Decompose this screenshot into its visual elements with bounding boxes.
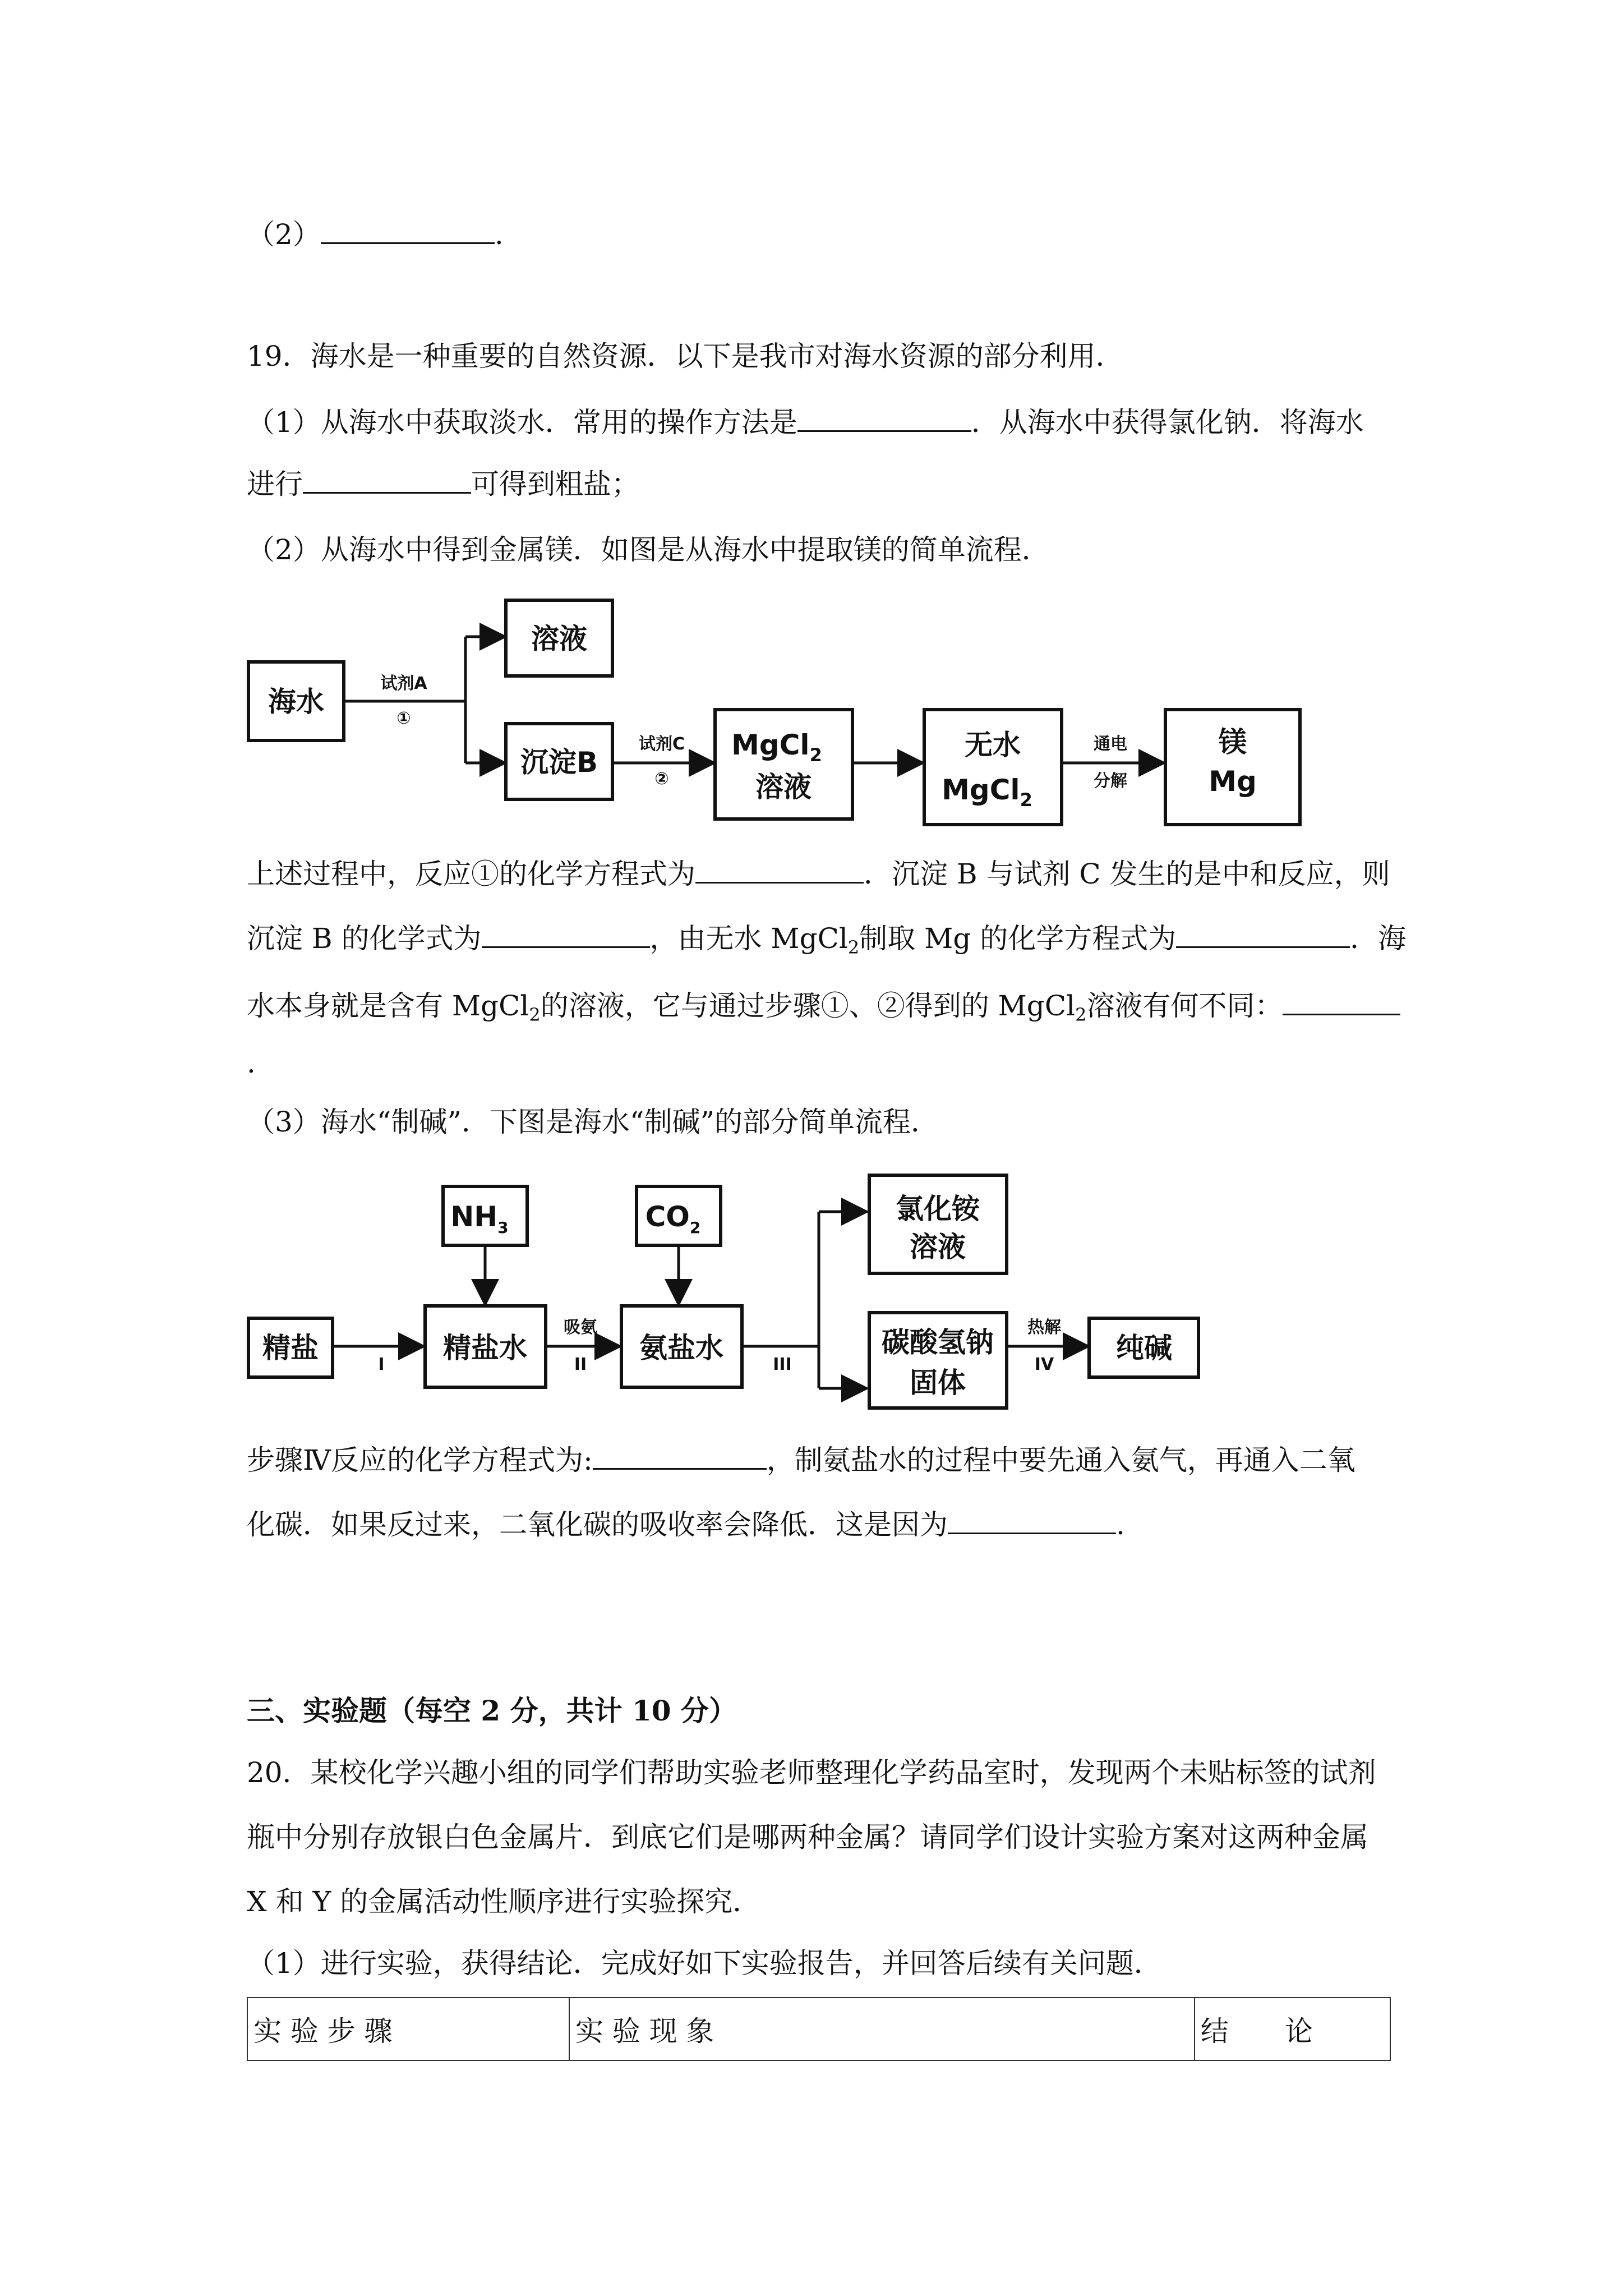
- reagent-c-label: 试剂C: [638, 734, 685, 754]
- q20-line4: （1）进行实验，获得结论．完成好如下实验报告，并回答后续有关问题．: [247, 1947, 1162, 1980]
- q19-part1-line2: 进行 可得到粗盐；: [247, 463, 639, 504]
- experiment-report-table: [247, 1997, 1391, 2061]
- mgcl2-solution-text: 溶液: [755, 771, 811, 803]
- q20-line1: 20．某校化学兴趣小组的同学们帮助实验老师整理化学药品室时，发现两个未贴标签的试剂: [247, 1756, 1376, 1789]
- q19-part1-line1: （1）从海水中获取淡水．常用的操作方法是 ．从海水中获得氯化钠．将海水: [247, 401, 1364, 442]
- ammonium-chloride-solution: 溶液: [910, 1231, 966, 1263]
- header-conclusion: 结 论: [1195, 1998, 1390, 2060]
- ammonium-chloride-label: 氯化铵: [896, 1193, 980, 1225]
- anhydrous-formula: MgCl$_2$: [942, 774, 1032, 811]
- q19-part3-line1: 步骤Ⅳ反应的化学方程式为: ，制氨盐水的过程中要先通入氨气，再通入二氧: [247, 1439, 1355, 1480]
- decompose-label: 分解: [1094, 771, 1127, 791]
- q19-part3-line2: 化碳．如果反过来，二氧化碳的吸收率会降低．这是因为 .: [247, 1503, 1125, 1544]
- q19-part3-intro: （3）海水“制碱”．下图是海水“制碱”的部分简单流程．: [247, 1106, 939, 1138]
- brine-label: 精盐水: [443, 1332, 527, 1364]
- sodium-bicarbonate-label: 碳酸氢钠: [882, 1326, 994, 1359]
- q19-stem: 19．海水是一种重要的自然资源．以下是我市对海水资源的部分利用．: [247, 340, 1124, 372]
- step-iv-label: IV: [1034, 1355, 1054, 1374]
- q19-part2-intro: （2）从海水中得到金属镁．如图是从海水中提取镁的简单流程．: [247, 533, 1050, 566]
- section3-title: 三、实验题（每空 2 分，共计 10 分）: [247, 1694, 737, 1727]
- step-iii-label: III: [773, 1355, 792, 1374]
- header-phenomena: 实 验 现 象: [569, 1998, 1195, 2060]
- q20-line3: X 和 Y 的金属活动性顺序进行实验探究．: [247, 1885, 761, 1918]
- q19-part2-line2: 沉淀 B 的化学式为 ，由无水 MgCl$_2$制取 Mg 的化学方程式为 ．海: [247, 917, 1406, 967]
- anhydrous-label: 无水: [965, 729, 1021, 761]
- step-i-label: I: [378, 1355, 385, 1374]
- q18-part2-line: （2） .: [247, 213, 504, 254]
- table-header-row: [247, 1998, 1390, 2060]
- q19-part2-line4: .: [247, 1047, 256, 1079]
- q19-part2-line3: 水本身就是含有 MgCl$_2$的溶液，它与通过步骤①、②得到的 MgCl$_2$溶液有何不同：: [247, 984, 1400, 1034]
- header-steps: 实 验 步 骤: [247, 1998, 569, 2060]
- q20-line2: 瓶中分别存放银白色金属片．到底它们是哪两种金属？请同学们设计实验方案对这两种金属: [247, 1821, 1368, 1853]
- sodium-bicarbonate-solid: 固体: [910, 1366, 966, 1399]
- mgcl2-solution-formula: MgCl$_2$: [731, 729, 822, 766]
- answer-blank[interactable]: [948, 1503, 1116, 1534]
- step1-label: ①: [396, 708, 411, 728]
- nh3-formula: $NH_3$: [450, 1200, 509, 1237]
- co2-formula: $CO_2$: [645, 1200, 701, 1237]
- precipitate-b-label: 沉淀B: [520, 746, 598, 779]
- answer-blank[interactable]: [593, 1439, 767, 1470]
- solution-label: 溶液: [531, 623, 587, 655]
- magnesium-symbol: Mg: [1209, 765, 1257, 798]
- reagent-a-label: 试剂A: [380, 674, 427, 693]
- refined-salt-label: 精盐: [262, 1332, 319, 1364]
- ammonia-brine-label: 氨盐水: [639, 1332, 723, 1364]
- magnesium-label: 镁: [1219, 726, 1247, 758]
- electrolysis-label: 通电: [1094, 734, 1127, 754]
- q19-part2-line1: 上述过程中，反应①的化学方程式为 ．沉淀 B 与试剂 C 发生的是中和反应，则: [247, 853, 1390, 894]
- step-ii-label: II: [574, 1355, 587, 1374]
- soda-ash-label: 纯碱: [1116, 1332, 1172, 1364]
- step2-label: ②: [654, 769, 669, 789]
- seawater-label: 海水: [268, 685, 324, 718]
- heat-label: 热解: [1027, 1318, 1061, 1337]
- absorb-nh3-label: 吸氨: [564, 1318, 597, 1337]
